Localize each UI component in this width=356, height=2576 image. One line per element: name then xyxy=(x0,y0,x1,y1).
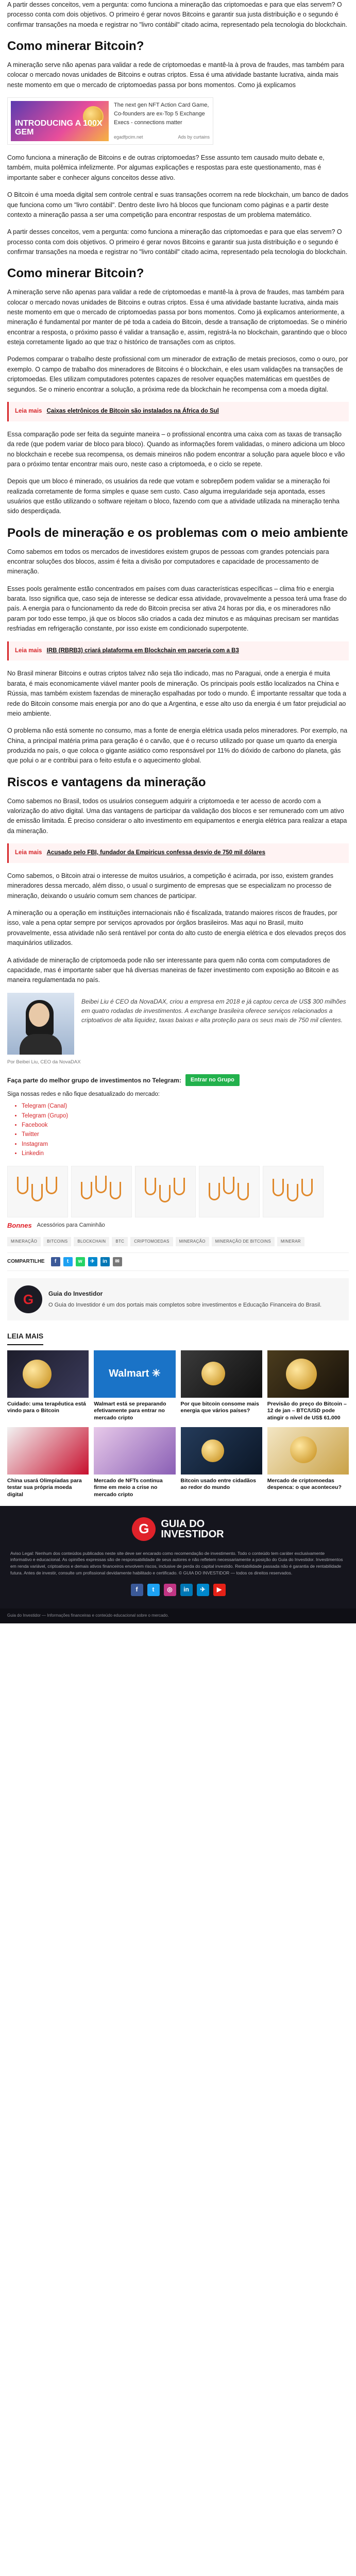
footer-brand-line1: GUIA DO xyxy=(161,1518,205,1530)
related-card[interactable] xyxy=(181,1427,262,1499)
related-card-title[interactable]: Walmart está se preparando efetivamente para entrar no mercado cripto xyxy=(94,1400,166,1421)
hook-icon xyxy=(223,1177,234,1194)
shop-brand-row xyxy=(7,1221,349,1231)
share-bar xyxy=(7,1252,349,1271)
author-photo xyxy=(7,993,74,1055)
related-card[interactable] xyxy=(267,1350,349,1422)
facebook-icon[interactable]: f xyxy=(131,1584,143,1596)
author-box xyxy=(7,993,349,1055)
paragraph: Podemos comparar o trabalho deste profissional com um minerador de extração de metais preciosos, como o ouro, por exemplo. O campo de trabalho dos mineradores de Bitcoins é o blockchain, e eles usam validações na transações de criptomoedas. Eles utilizam computadores potentes capazes de resolver equações matemáticas em questões de segundos. Se o minerio encontrar a solução, a próxima rede da blockchain he recompensa com a moeda digital. xyxy=(7,355,348,393)
tag[interactable]: MINERAÇÃO DE BITCOINS xyxy=(212,1237,275,1246)
footer-brand xyxy=(161,1519,224,1539)
author-caption: Por Beibei Liu, CEO da NovaDAX xyxy=(7,1059,81,1065)
share-label: COMPARTILHE xyxy=(7,1259,45,1265)
social-link-instagram[interactable]: • Instagram xyxy=(22,1140,349,1149)
author-head xyxy=(29,1003,49,1027)
related-card-image[interactable] xyxy=(7,1350,89,1398)
twitter-share-icon[interactable]: t xyxy=(63,1257,73,1266)
related-grid xyxy=(7,1350,349,1499)
hook-icon xyxy=(238,1183,249,1200)
bottom-bar: Guia do Investidor — Informações financeiras e conteúdo educacional sobre o mercado. xyxy=(0,1608,356,1623)
author-card-desc: O Guia do Investidor é um dos portais mais completos sobre investimentos e Educação Financeira do Brasil. xyxy=(48,1301,322,1308)
tag[interactable]: BITCOINS xyxy=(43,1237,71,1246)
author-card xyxy=(7,1278,349,1320)
footer-legal: Aviso Legal: Nenhum dos conteúdos publicados neste site deve ser encarado como recomendação de investimento. Todo o conteúdo tem caráter exclusivamente informativo e educacional. As opiniões expressas são de responsabilidade de seus autores e não refletem necessariamente a posição do Guia do Investidor. Investimentos em renda variável, criptoativos e demais ativos financeiros envolvem riscos, inclusive de perda do capital investido. Rentabilidade passada não é garantia de rentabilidade futura. Antes de investir, consulte um profissional devidamente habilitado e certificado. © GUIA DO INVESTIDOR — todos os direitos reservados. xyxy=(10,1550,343,1575)
ad-text[interactable]: The next gen NFT Action Card Game, Co-founders are ex-Top 5 Exchange Execs - connections matter xyxy=(114,102,209,126)
related-card-title[interactable]: Por que bitcoin consome mais energia que vários países? xyxy=(180,1400,259,1414)
bitcoin-coin-icon xyxy=(201,1439,224,1462)
facebook-share-icon[interactable]: f xyxy=(51,1257,60,1266)
telegram-cta xyxy=(7,1074,349,1086)
tag[interactable]: BTC xyxy=(112,1237,128,1246)
hook-icon xyxy=(209,1183,220,1200)
paragraph: Como funciona a mineração de Bitcoins e de outras criptomoedas? Esse assunto tem causado muito debate e, também, muita polêmica infelizmente. Por algumas explicações e respostas para este questionamento, mas é importante saber e conhecer alguns conceitos desse ativo. xyxy=(7,154,325,181)
related-card-image[interactable] xyxy=(181,1427,262,1475)
related-card[interactable] xyxy=(94,1427,175,1499)
paragraph: Como sabemos, o Bitcoin atrai o interesse de muitos usuários, a competição é acirrada, por isso, existem grandes mineradores dessa mercado, além disso, o usual o surgimento de empresas que se especializam no processo de mineração, deixando o usuário comum sem chances de participar. xyxy=(7,872,333,900)
paragraph: No Brasil minerar Bitcoins e outras criptos talvez não seja tão indicado, mas no Paraguai, onde a energia é muita barata, é mais economicamente viável manter pools de mineração. Os principais pools estão localizados na China e Rússia, mas também existem fazendas de mineração espalhadas por todo o mundo. É importante ressaltar que toda a rede do Bitcoin consome mais energia por ano do que a Argentina, e esse alto uso da energia é um fator prejudicial ao meio ambiente. xyxy=(7,670,346,717)
related-card[interactable] xyxy=(7,1350,89,1422)
tag[interactable]: CRIPTOMOEDAS xyxy=(130,1237,173,1246)
paragraph: A atividade de mineração de criptomoeda pode não ser interessante para quem não conta com computadores de capacidade, mas é importante saber que há diversas maneiras de fazer investimento com exposição ao Bitcoin e as maneira regulamentada no país. xyxy=(7,956,339,984)
related-card-title[interactable]: Bitcoin usado entre cidadãos ao redor do mundo xyxy=(180,1477,256,1491)
footer-brand-line2: INVESTIDOR xyxy=(161,1528,224,1540)
related-card[interactable] xyxy=(94,1350,175,1422)
author-quote: Beibei Liu é CEO da NovaDAX, criou a empresa em 2018 e já captou cerca de US$ 300 milhões em quatro rodadas de investimentos. A exchange brasileira oferece serviços relacionados a criptoativos de alta liquidez, taxas baixas e alta proteção para os seus mais de 750 mil clientes. xyxy=(81,997,346,1024)
hook-icon xyxy=(31,1184,43,1201)
related-card[interactable] xyxy=(7,1427,89,1499)
read-also-link[interactable]: Caixas eletrônicos de Bitcoin são instalados na África do Sul xyxy=(46,408,219,414)
ad-meta xyxy=(114,134,210,141)
linkedin-icon[interactable]: in xyxy=(180,1584,193,1596)
read-also-label: Leia mais xyxy=(15,408,42,414)
related-card-image[interactable] xyxy=(7,1427,89,1475)
guia-logo-icon: G xyxy=(132,1517,156,1541)
paragraph: A partir desses conceitos, vem a pergunta: como funciona a mineração das criptomoedas e para que elas servem? O processo conta com dois objetivos. O primeiro é gerar novos Bitcoins e garantir sua justa distribuição e o segundo é confirmar transações na moeda e registrar no "livro contábil" citado acima, representado pela tecnologia do blockchain. xyxy=(7,228,347,256)
bitcoin-coin-icon xyxy=(286,1359,317,1389)
paragraph: A mineração serve não apenas para validar a rede de criptomoedas e mantê-la à prova de fraudes, mas também para colocar o mercado novas unidades de Bitcoins e outras criptos. Essa é uma atividade bastante lucrativa, ainda mais neste momento em que o mercado de criptomoedas passa por bons momentos. Como já explicamos xyxy=(7,61,344,89)
twitter-icon[interactable]: t xyxy=(147,1584,160,1596)
social-link-telegram-group[interactable]: • Telegram (Grupo) xyxy=(22,1111,349,1121)
hook-icon xyxy=(81,1182,92,1199)
paragraph: Essa comparação pode ser feita da seguinte maneira – o profissional encontra uma caixa com as taxas de transação da rede (que podem variar de bloco para bloco). Quando as informações forem validadas, o minero adiciona um bloco no blockchain e recebe sua recompensa, os demais mineiros não podem encontrar a solução para aquele bloco e vão para o próximo tentar encontrar mais ouro, neste caso a criptomoeda, e o ciclo se repete. xyxy=(7,430,345,468)
paragraph: Depois que um bloco é minerado, os usuários da rede que votam e sobrepõem podem validar se a mineração foi realizada corretamente de forma simples e quase sem custo. Caso alguma irregularidade seja apontada, esses usuários que estão utilizando o software rejeitam o bloco, fazendo com que a atividade utilizada na mineração tenha sido desperdiçada. xyxy=(7,478,340,515)
shop-product-image[interactable] xyxy=(135,1166,196,1217)
whatsapp-share-icon[interactable]: w xyxy=(76,1257,85,1266)
related-card-title[interactable]: China usará Olimpíadas para testar sua própria moeda digital xyxy=(7,1477,82,1498)
hook-icon xyxy=(273,1179,284,1196)
author-card-name[interactable]: Guia do Investidor xyxy=(48,1290,103,1298)
paragraph: A partir desses conceitos, vem a pergunta: como funciona a mineração das criptomoedas e para que elas servem? O processo conta com dois objetivos. O primeiro é gerar novos Bitcoins e garantir sua justa distribuição e o segundo é confirmar transações na moeda e registrar no "livro contábil" citado acima, representado pela tecnologia do blockchain. xyxy=(7,1,347,28)
site-footer xyxy=(0,1506,356,1608)
telegram-join-button[interactable]: Entrar no Grupo xyxy=(185,1074,240,1086)
hook-icon xyxy=(110,1182,121,1199)
ad-image-text: INTRODUCING A 100X GEM xyxy=(15,119,103,137)
social-link-facebook[interactable]: • Facebook xyxy=(22,1121,349,1130)
shop-product-image[interactable] xyxy=(71,1166,132,1217)
walmart-logo-icon: Walmart ✳ xyxy=(109,1368,161,1380)
section-heading: Pools de mineração e os problemas com o meio ambiente xyxy=(7,526,348,540)
paragraph: A mineração ou a operação em instituições internacionais não é fiscalizada, tratando maiores riscos de fraudes, por isso, vale a pena optar sempre por serviços aprovados por órgãos brasileiros. Mas aqui no Brasil, muito provavelmente, essa atividade não será rentável por conta do alto custo de energia elétrica e dos elevados preços dos maquinários utilizados. xyxy=(7,909,346,947)
section-heading: Como minerar Bitcoin? xyxy=(7,266,144,281)
social-link-twitter[interactable]: • Twitter xyxy=(22,1130,349,1139)
tag[interactable]: MINERAÇÃO xyxy=(7,1237,41,1246)
hook-icon xyxy=(159,1185,171,1202)
section-heading: Como minerar Bitcoin? xyxy=(7,39,144,54)
related-card-image[interactable] xyxy=(94,1350,175,1398)
instagram-icon[interactable]: ◎ xyxy=(164,1584,176,1596)
social-link-telegram-channel[interactable]: • Telegram (Canal) xyxy=(22,1101,349,1111)
related-card[interactable] xyxy=(181,1350,262,1422)
bitcoin-coin-icon xyxy=(201,1362,225,1385)
paragraph: O Bitcoin é uma moeda digital sem controle central e suas transações ocorrem na rede blockchain, um banco de dados que funciona como um "livro contábil". Dentro deste livro há blocos que funcionam como páginas e a partir deste contexto a mineração passa a ser uma competição para encontrar respostas de um problema matemático. xyxy=(7,191,349,218)
related-title: LEIA MAIS xyxy=(7,1331,43,1345)
read-also-link[interactable]: IRB (RBRB3) criará plataforma em Blockchain em parceria com a B3 xyxy=(46,647,239,654)
youtube-icon[interactable]: ▶ xyxy=(213,1584,226,1596)
shopping-ad-strip[interactable] xyxy=(7,1166,349,1217)
paragraph: O problema não está somente no consumo, mas a fonte de energia elétrica usada pelos mineradores. Por exemplo, na China, a principal matéria prima para geração é o carvão, que é o recurso utilizado por quase um quarto da energia produzida no país, o que coloca o gigante asiático como responsável por 11% do dióxido de carbono do planeta, gás que polui o ar e contribui para o feito estufa e o aquecimento global. xyxy=(7,727,348,765)
related-card-image[interactable] xyxy=(267,1350,349,1398)
hook-icon xyxy=(95,1176,107,1193)
telegram-icon[interactable]: ✈ xyxy=(197,1584,209,1596)
guia-logo-icon[interactable]: G xyxy=(14,1285,42,1313)
telegram-cta-text: Faça parte do melhor grupo de investimentos no Telegram: xyxy=(7,1076,181,1084)
shop-logo[interactable]: Bonnes xyxy=(7,1221,32,1229)
read-also-box xyxy=(7,402,349,421)
read-also-box xyxy=(7,641,349,661)
ad-info xyxy=(114,101,210,141)
paragraph: A mineração serve não apenas para validar a rede de criptomoedas e mantê-la à prova de fraudes, mas também para colocar o mercado novas unidades de Bitcoins e outras criptos. Essa é uma atividade bastante lucrativa, ainda mais neste momento em que o mercado de criptomoedas passa por bons momentos. Como já explicamos anteriormente, a mineração é fundamental por manter de pé toda a cadeia do Bitcoin, desde a transação de criptomoedas. Se o minério encontrar a resposta, o próximo passo é validar a transação e, assim, registrá-la no blockchain, garantindo que o bloco esteja corretamente ligado ao que traz o histórico de transações com as criptos. xyxy=(7,289,347,346)
shop-product-image[interactable] xyxy=(7,1166,68,1217)
ad-sponsor[interactable]: Ads by curtains xyxy=(178,134,210,140)
follow-text: Siga nossas redes e não fique desatualizado do mercado: xyxy=(7,1091,160,1098)
paragraph: Como sabemos no Brasil, todos os usuários conseguem adquirir a criptomoeda e ter acesso de acordo com a valorização do ativo digital. Uma das vantagens de participar da validação dos blocos e ser remunerado com um ativo de emissão limitada. É preciso considerar o alto investimento em equipamentos e energia elétrica para realizar a etapa da mineração. xyxy=(7,797,347,835)
hook-icon xyxy=(46,1177,57,1194)
footer-social-icons xyxy=(10,1584,346,1596)
shop-product-image[interactable] xyxy=(263,1166,324,1217)
bitcoin-coin-icon xyxy=(23,1360,52,1388)
read-also-label: Leia mais xyxy=(15,850,42,856)
related-card-image[interactable] xyxy=(94,1427,175,1475)
hook-icon xyxy=(174,1178,185,1195)
social-links-list xyxy=(7,1101,349,1158)
section-heading: Riscos e vantagens da mineração xyxy=(7,775,206,789)
social-link-linkedin[interactable]: • Linkedin xyxy=(22,1149,349,1158)
ad-image[interactable] xyxy=(11,101,109,141)
footer-logo[interactable] xyxy=(10,1517,346,1541)
read-also-label: Leia mais xyxy=(15,647,42,654)
related-card-image[interactable] xyxy=(181,1350,262,1398)
read-also-box xyxy=(7,843,349,863)
telegram-share-icon[interactable]: ✈ xyxy=(88,1257,97,1266)
hook-icon xyxy=(301,1179,313,1196)
related-card-title[interactable]: Previsão do preço do Bitcoin – 12 de jan – BTC/USD pode atingir o nível de US$ 61.000 xyxy=(267,1400,347,1421)
related-card[interactable] xyxy=(267,1427,349,1499)
paragraph: Esses pools geralmente estão concentrados em países com duas características específicas – clima frio e energia barata. Isso significa que, caso seja de interesse se dedicar essa atividade, provavelmente a pessoa terá uma frase do país. A energia para o funcionamento da rede do Bitcoin precisa ser ativa 24 horas por dia, e os mineradores não param por todo esse tempo, já que os blocos são criados a cada dez minutos e as máquinas precisam ser mantidas resfriadas em refrigeração constante, por isso existe em condicionado superpotente. xyxy=(7,585,347,633)
tag[interactable]: BLOCKCHAIN xyxy=(74,1237,109,1246)
related-card-image[interactable] xyxy=(267,1427,349,1475)
bitcoin-coin-icon xyxy=(290,1436,317,1463)
tag-list xyxy=(7,1237,349,1246)
related-card-title[interactable]: Cuidado: uma terapêutica está vindo para o Bitcoin xyxy=(7,1400,86,1414)
ad-source[interactable]: egadfpcim.net xyxy=(114,134,143,140)
sponsored-ad[interactable] xyxy=(7,97,213,145)
related-card-title[interactable]: Mercado de criptomoedas despenca: o que aconteceu? xyxy=(267,1477,342,1491)
paragraph: Como sabemos em todos os mercados de investidores existem grupos de pessoas com grandes potenciais para encontrar soluções dos blocos, assim é feita a divisão por computadores e capacidade de processamento de mineração. xyxy=(7,548,329,575)
email-share-icon[interactable]: ✉ xyxy=(113,1257,122,1266)
author-body xyxy=(20,1034,62,1055)
related-card-title[interactable]: Mercado de NFTs continua firme em meio a crise no mercado cripto xyxy=(94,1477,163,1498)
read-also-link[interactable]: Acusado pelo FBI, fundador da Empiricus confessa desvio de 750 mil dólares xyxy=(46,850,265,856)
tag[interactable]: MINERAR xyxy=(277,1237,304,1246)
linkedin-share-icon[interactable]: in xyxy=(100,1257,110,1266)
hook-icon xyxy=(287,1184,298,1201)
tag[interactable]: MINERAÇÃO xyxy=(176,1237,209,1246)
shop-product-image[interactable] xyxy=(199,1166,260,1217)
hook-icon xyxy=(145,1178,156,1195)
hook-icon xyxy=(17,1177,28,1194)
shop-name[interactable]: Acessórios para Caminhão xyxy=(37,1222,105,1229)
